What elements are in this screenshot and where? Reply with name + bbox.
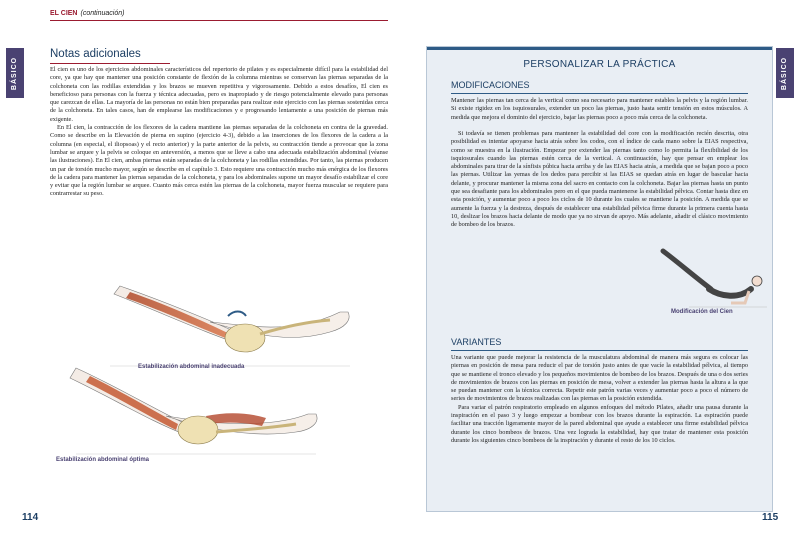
figure-caption: Estabilización abdominal inadecuada bbox=[138, 364, 245, 370]
section-tab-right bbox=[776, 48, 794, 98]
body-text bbox=[50, 66, 388, 199]
arrow bbox=[228, 312, 246, 317]
modifications-heading: MODIFICACIONES bbox=[451, 80, 530, 90]
hip-flexor-muscle bbox=[86, 376, 178, 430]
modifications-text-top bbox=[451, 97, 748, 122]
pelvis-bone bbox=[178, 416, 218, 444]
paragraph: El cien es uno de los ejercicios abdominales característicos del repertorio de pilates y es especialmente difícil para la estabilidad del core, ya que hay que mantener una posición constante de flexión de la columna mientras se conservan las piernas separadas de la colchoneta con las rodillas extendidas y los brazos se mueven repetitiva y vigorosamente. Debido a estos desafíos, El cien es beneficioso para personas con la fuerza y técnica adecuadas, pero es inapropiado y de riesgo potencialmente elevado para personas que carezcan de ellas. La mayoría de las personas no están bien preparadas para realizar este ejercicio con las piernas sostenidas cerca de la colchoneta. En tales casos, han de emplearse las modificaciones y e progresando lentamente a una posición de piernas más exigente. bbox=[50, 66, 388, 123]
page-number: 114 bbox=[22, 512, 39, 523]
running-head bbox=[50, 10, 124, 17]
paragraph: Si todavía se tienen problemas para mantener la estabilidad del core con la modificación recién descrita, otra posibilidad es intentar apoyarse hacia atrás sobre los codos, con el índice de cada mano sobre la EIAS respectiva, como se muestra en la ilustración. Empezar por extender las piernas tanto como lo permita la flexibilidad de los isquiosurales cuando las piernas estén cerca de la vertical. A continuación, hay que pensar en emplear los abdominales para tirar de la sínfisis púbica hacia arriba y de las EIAS hacia atrás, a medida que se bajan poco a poco las piernas. Utilizar las yemas de los dedos para percibir si las EIAS se quedan atrás en lugar de bascular hacia delante, y procurar mantener la misma zona del sacro en contacto con la colchoneta. Bajar las piernas hasta un punto que sea desafiante para los abdominales pero en el que pueda mantenerse la estabilidad pélvica. Contar hasta diez en esta posición, y aumentar poco a poco los ciclos de 10 durante los cuales se mantiene la posición. A medida que se aumente la fuerza y la destreza, después de establecer una estabilidad pélvica firme durante la primera cuenta hasta 10, deslizar los brazos hacia delante de modo que ya no sirvan de apoyo. Más adelante, añadir el clásico movimiento de bombeo de los brazos. bbox=[451, 130, 748, 229]
torso bbox=[709, 289, 751, 296]
figure-caption: Estabilización abdominal óptima bbox=[56, 457, 150, 463]
right-page bbox=[400, 0, 800, 542]
variants-heading: VARIANTES bbox=[451, 337, 502, 347]
legs bbox=[663, 251, 711, 289]
paragraph: Mantener las piernas tan cerca de la vertical como sea necesario para mantener estables la pelvis y la región lumbar. Si existe rigidez en los isquiosurales, extender un poco las piernas, justo hasta sentir tensión en estos músculos. A medida que mejora el dominio del ejercicio, bajar las piernas poco a poco más cerca de la colchoneta. bbox=[451, 97, 748, 121]
pelvis-bone bbox=[225, 324, 265, 352]
figure-modification bbox=[659, 245, 769, 315]
heading-rule bbox=[451, 93, 748, 94]
box-top-bar bbox=[427, 47, 772, 50]
page-number: 115 bbox=[762, 512, 779, 523]
box-title: PERSONALIZAR LA PRÁCTICA bbox=[523, 59, 676, 70]
head bbox=[752, 276, 762, 286]
running-head-section: EL CIEN bbox=[50, 10, 78, 17]
variants-text bbox=[451, 354, 748, 445]
paragraph: En El cien, la contracción de los flexores de la cadera mantiene las piernas separadas de la colchoneta en contra de la gravedad. Como se describe en la Elevación de pierna en supino (ejercicio 4-3), debido a las inserciones de los flexores de la cadera a la columna (en especial, el iliopsoas) y el recto anterior) y la parte anterior de la pelvis, su contracción tiende a provocar que la zona lumbar se arquee y la pelvis se coloque en anteversión, a menos que se lleve a cabo una adecuada estabilización abdominal (véanse las ilustraciones). En El cien, ambas piernas están separadas de la colchoneta y las rodillas extendidas. Por tanto, las piernas producen un par de torsión mucho mayor, según se describe en el capítulo 3. Esto requiere una contracción mucho más enérgica de los flexores de la cadera para mantener las piernas separadas de la colchoneta, y para los abdominales supone un mayor desafío estabilizar el core y evitar que la región lumbar se arquee. Cuanto más cerca estén las piernas de la colchoneta, mayor fuerza muscular se requiere para contrarrestar su peso. bbox=[50, 124, 388, 198]
heading-rule bbox=[451, 350, 748, 351]
paragraph: Una variante que puede mejorar la resistencia de la musculatura abdominal de manera más segura es colocar las piernas en posición de mesa para reducir el par de torsión justo antes de que vacíe la estabilidad pélvica, al tiempo que se mantiene el tronco elevado y los pequeños movimientos de bombeo de los brazos. Después de una o dos series de movimientos de brazos con las piernas en posición de mesa, volver a extender las piernas hasta la altura a la que se puedan mantener con la técnica correcta. Repetir este patrón varias veces y aumentar poco a poco el número de series de movimientos de brazos realizadas con las piernas en la posición extendida. bbox=[451, 354, 748, 403]
section-tab-label: BÁSICO bbox=[781, 56, 789, 90]
section-title: Notas adicionales bbox=[50, 48, 141, 60]
running-head-note: (continuación) bbox=[80, 10, 125, 17]
paragraph: Para variar el patrón respiratorio empleado en algunos enfoques del método Pilates, añadir una pausa durante la inspiración en el paso 3 y luego empezar a bombear con los brazos durante la espiración. La espiración puede facilitar una tracción ligeramente mayor de la pared abdominal que ayude a establecer una firme estabilidad pélvica durante los cinco bombeos de brazos. Una vez lograda la estabilidad, hay que tratar de mantener esta posición durante los siguientes cinco bombeos de la inspiración y durante el resto de los 10 ciclos. bbox=[451, 403, 748, 444]
hip-flexor-muscle bbox=[126, 292, 230, 339]
figure-inadequate-stabilization bbox=[90, 282, 360, 372]
figure-caption: Modificación del Cien bbox=[671, 309, 733, 315]
section-tab-label: BÁSICO bbox=[11, 56, 19, 90]
figure-optimal-stabilization bbox=[56, 360, 326, 460]
section-tab-left bbox=[6, 48, 24, 98]
section-title-rule bbox=[50, 63, 170, 64]
header-rule bbox=[50, 20, 388, 21]
customize-practice-box bbox=[426, 46, 773, 512]
